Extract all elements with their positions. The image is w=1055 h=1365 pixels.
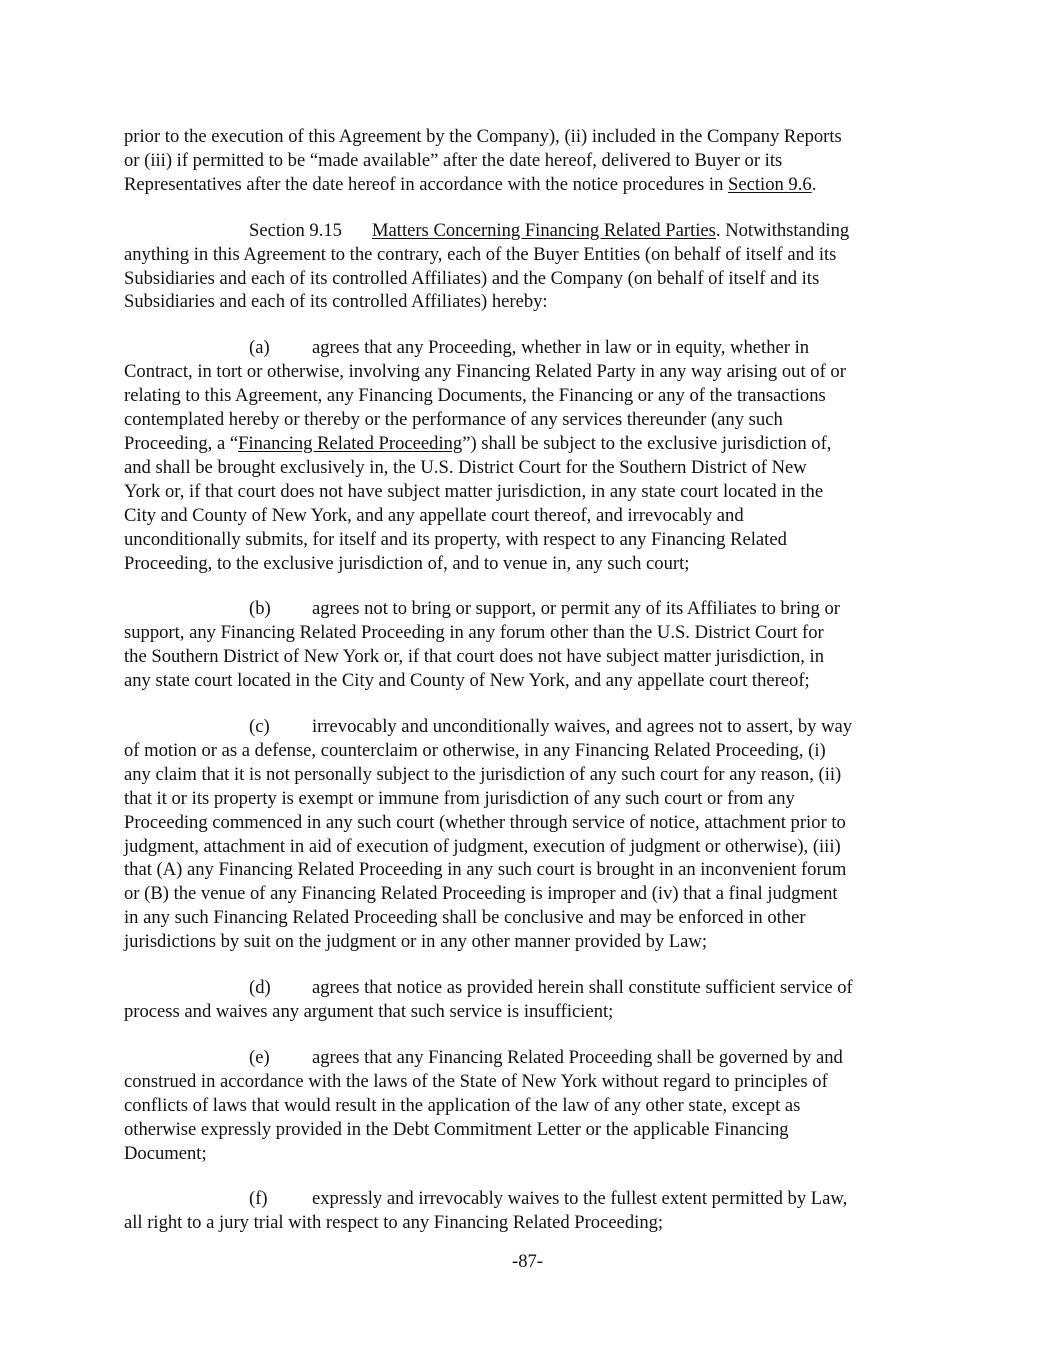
text-line: any state court located in the City and County of New York, and any appellate court thereof;	[124, 670, 810, 692]
text-line: anything in this Agreement to the contrary, each of the Buyer Entities (on behalf of itself and its	[124, 243, 837, 265]
text-line: contemplated hereby or thereby or the performance of any services thereunder (any such	[124, 409, 783, 431]
text-line: or (iii) if permitted to be “made available” after the date hereof, delivered to Buyer or its	[124, 149, 783, 171]
text-line: judgment, attachment in aid of execution of judgment, execution of judgment or otherwise), (iii)	[124, 835, 841, 857]
text-fragment: agrees not to bring or support, or permit any of its Affiliates to bring or	[312, 598, 840, 620]
section-reference-link[interactable]: Section 9.6	[728, 173, 812, 195]
text-line: any claim that it is not personally subject to the jurisdiction of any such court for any reason, (ii)	[124, 763, 842, 785]
clause-b	[124, 597, 932, 693]
text-line: Document;	[124, 1142, 207, 1164]
clause-c	[124, 715, 932, 954]
text-fragment: agrees that any Proceeding, whether in law or in equity, whether in	[312, 337, 810, 359]
clause-e	[124, 1046, 932, 1166]
text-line: support, any Financing Related Proceeding in any forum other than the U.S. District Court for	[124, 622, 824, 644]
clause-label: (b)	[249, 598, 271, 620]
text-line: otherwise expressly provided in the Debt Commitment Letter or the applicable Financing	[124, 1118, 789, 1140]
text-fragment: expressly and irrevocably waives to the fullest extent permitted by Law,	[312, 1188, 848, 1210]
clause-label: (d)	[249, 977, 271, 999]
clause-d	[124, 976, 932, 1024]
text-fragment: agrees that any Financing Related Proceeding shall be governed by and	[312, 1046, 843, 1068]
text-line: all right to a jury trial with respect to any Financing Related Proceeding;	[124, 1212, 664, 1234]
text-fragment: . Notwithstanding	[715, 219, 850, 241]
text-line: unconditionally submits, for itself and its property, with respect to any Financing Related	[124, 528, 787, 550]
text-line: that (A) any Financing Related Proceeding in any such court is brought in an inconvenient forum	[124, 859, 847, 881]
text-line: City and County of New York, and any appellate court thereof, and irrevocably and	[124, 504, 744, 526]
text-line: that it or its property is exempt or immune from jurisdiction of any such court or from any	[124, 787, 795, 809]
text-line: and shall be brought exclusively in, the U.S. District Court for the Southern District of New	[124, 456, 807, 478]
text-line	[124, 173, 932, 197]
clause-first-line	[124, 1046, 932, 1070]
text-line: the Southern District of New York or, if that court does not have subject matter jurisdiction, in	[124, 646, 825, 668]
section-number: Section 9.15	[249, 219, 342, 241]
section-heading-line	[124, 219, 932, 243]
text-line: construed in accordance with the laws of the State of New York without regard to principles of	[124, 1070, 828, 1092]
clause-label: (c)	[249, 716, 270, 738]
document-page	[124, 125, 932, 1257]
defined-term: Financing Related Proceeding	[238, 432, 463, 454]
text-line: Proceeding commenced in any such court (whether through service of notice, attachment prior to	[124, 811, 846, 833]
clause-first-line	[124, 715, 932, 739]
continuation-paragraph	[124, 125, 932, 197]
text-line: jurisdictions by suit on the judgment or in any other manner provided by Law;	[124, 931, 708, 953]
text-fragment: irrevocably and unconditionally waives, and agrees not to assert, by way	[312, 716, 853, 738]
text-line: of motion or as a defense, counterclaim or otherwise, in any Financing Related Proceeding, (i)	[124, 739, 826, 761]
clause-first-line	[124, 1187, 932, 1211]
section-heading: Matters Concerning Financing Related Parties	[372, 219, 716, 241]
clause-first-line	[124, 976, 932, 1000]
text-line	[124, 432, 932, 456]
text-line: Contract, in tort or otherwise, involving any Financing Related Party in any way arising out of or	[124, 361, 846, 383]
text-line: conflicts of laws that would result in the application of the law of any other state, except as	[124, 1094, 801, 1116]
text-fragment: agrees that notice as provided herein shall constitute sufficient service of	[312, 977, 853, 999]
clause-label: (a)	[249, 337, 270, 359]
section-9-15-paragraph	[124, 219, 932, 315]
text-fragment: Representatives after the date hereof in accordance with the notice procedures in	[124, 173, 729, 195]
text-line: in any such Financing Related Proceeding shall be conclusive and may be enforced in other	[124, 907, 806, 929]
text-line: York or, if that court does not have subject matter jurisdiction, in any state court located in the	[124, 480, 824, 502]
text-fragment: ”) shall be subject to the exclusive jurisdiction of,	[462, 432, 832, 454]
clause-first-line	[124, 336, 932, 360]
clause-f	[124, 1187, 932, 1235]
clause-first-line	[124, 597, 932, 621]
page-number: -87-	[512, 1251, 543, 1272]
clause-label: (f)	[249, 1188, 268, 1210]
clause-a	[124, 336, 932, 575]
text-line: Subsidiaries and each of its controlled Affiliates) and the Company (on behalf of itself and its	[124, 267, 820, 289]
text-line: or (B) the venue of any Financing Related Proceeding is improper and (iv) that a final judgment	[124, 883, 838, 905]
text-line: process and waives any argument that such service is insufficient;	[124, 1001, 614, 1022]
text-line: Proceeding, to the exclusive jurisdiction of, and to venue in, any such court;	[124, 552, 690, 574]
clause-label: (e)	[249, 1046, 270, 1068]
text-line: relating to this Agreement, any Financing Documents, the Financing or any of the transactions	[124, 385, 826, 407]
text-line: prior to the execution of this Agreement by the Company), (ii) included in the Company Reports	[124, 126, 842, 147]
text-fragment: Proceeding, a “	[124, 432, 239, 454]
text-fragment: .	[811, 173, 817, 195]
text-line: Subsidiaries and each of its controlled Affiliates) hereby:	[124, 291, 548, 313]
